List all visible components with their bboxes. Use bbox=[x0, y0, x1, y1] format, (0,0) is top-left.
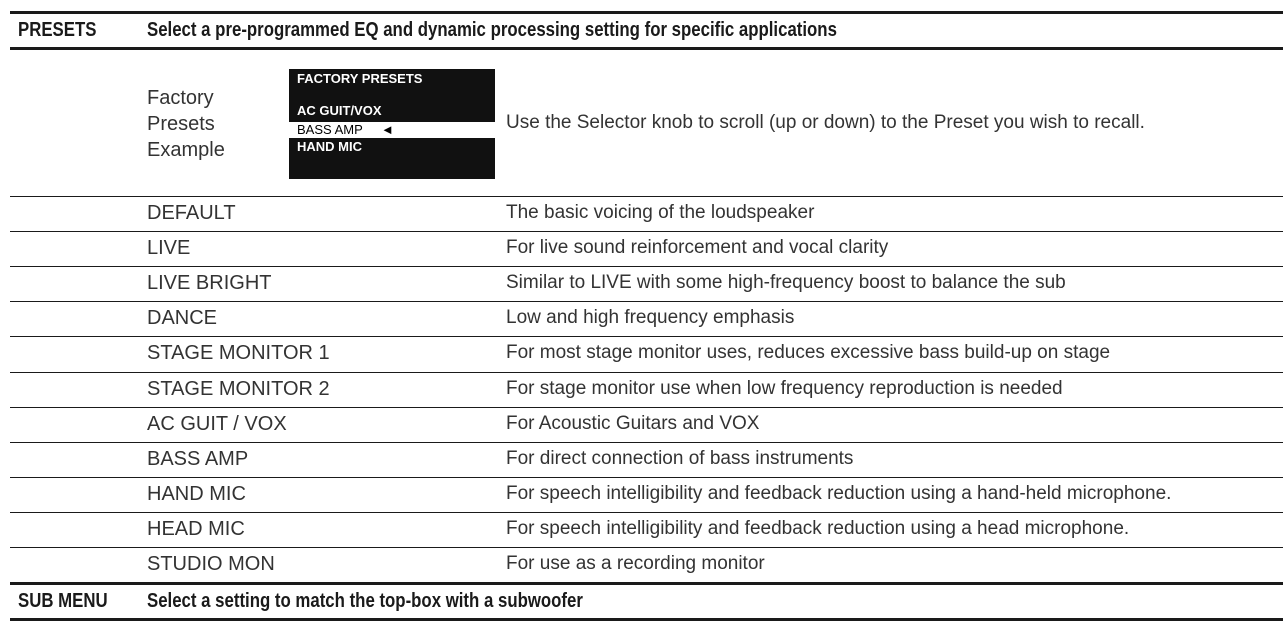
preset-description: For use as a recording monitor bbox=[506, 553, 765, 574]
preset-name: DANCE bbox=[147, 307, 218, 329]
table-row bbox=[0, 197, 1288, 232]
preset-name: STUDIO MON bbox=[147, 553, 275, 575]
preset-description: Similar to LIVE with some high-frequency boost to balance the sub bbox=[506, 272, 1066, 293]
preset-description: For direct connection of bass instruments bbox=[506, 448, 854, 469]
lcd-display bbox=[289, 69, 495, 179]
bottom-rule bbox=[10, 618, 1283, 621]
top-rule bbox=[10, 11, 1283, 14]
preset-description: For live sound reinforcement and vocal clarity bbox=[506, 237, 889, 258]
sub-menu-heading-description: Select a setting to match the top-box with a subwoofer bbox=[147, 590, 583, 612]
table-row bbox=[0, 232, 1288, 267]
table-row bbox=[0, 443, 1288, 478]
preset-description: For speech intelligibility and feedback reduction using a head microphone. bbox=[506, 518, 1130, 539]
table-row bbox=[0, 513, 1288, 548]
table-row bbox=[0, 302, 1288, 337]
preset-description: For speech intelligibility and feedback reduction using a hand-held microphone. bbox=[506, 483, 1172, 504]
factory-presets-example-label bbox=[147, 85, 225, 163]
table-row bbox=[0, 267, 1288, 302]
example-description: Use the Selector knob to scroll (up or down) to the Preset you wish to recall. bbox=[506, 112, 1145, 133]
preset-description: For most stage monitor uses, reduces excessive bass build-up on stage bbox=[506, 342, 1111, 363]
selection-arrow-icon: ◄ bbox=[381, 122, 394, 137]
preset-name: LIVE bbox=[147, 237, 191, 259]
preset-description: Low and high frequency emphasis bbox=[506, 307, 795, 328]
preset-description: The basic voicing of the loudspeaker bbox=[506, 202, 815, 223]
lcd-item-hand-mic: HAND MIC bbox=[297, 139, 362, 154]
presets-heading: PRESETS bbox=[18, 19, 97, 41]
preset-name: BASS AMP bbox=[147, 448, 249, 470]
table-row bbox=[0, 373, 1288, 408]
lcd-item-ac-guit-vox: AC GUIT/VOX bbox=[297, 103, 382, 118]
lcd-selected-row bbox=[289, 122, 495, 138]
preset-name: AC GUIT / VOX bbox=[147, 413, 287, 435]
table-row bbox=[0, 408, 1288, 443]
preset-description: For stage monitor use when low frequency reproduction is needed bbox=[506, 378, 1063, 399]
lcd-title: FACTORY PRESETS bbox=[297, 71, 423, 86]
preset-name: STAGE MONITOR 1 bbox=[147, 342, 330, 364]
table-row bbox=[0, 337, 1288, 372]
preset-name: LIVE BRIGHT bbox=[147, 272, 272, 294]
presets-heading-description: Select a pre-programmed EQ and dynamic processing setting for specific applications bbox=[147, 19, 837, 41]
preset-name: HAND MIC bbox=[147, 483, 246, 505]
example-label-line: Factory bbox=[147, 87, 214, 109]
presets-header-rule bbox=[10, 47, 1283, 50]
table-row bbox=[0, 478, 1288, 513]
lcd-item-bass-amp: BASS AMP bbox=[297, 122, 363, 137]
preset-description: For Acoustic Guitars and VOX bbox=[506, 413, 760, 434]
example-label-line: Presets bbox=[147, 113, 215, 135]
sub-menu-heading: SUB MENU bbox=[18, 590, 108, 612]
preset-name: DEFAULT bbox=[147, 202, 236, 224]
preset-name: STAGE MONITOR 2 bbox=[147, 378, 330, 400]
table-row bbox=[0, 548, 1288, 583]
preset-name: HEAD MIC bbox=[147, 518, 245, 540]
sub-menu-rule bbox=[10, 582, 1283, 585]
example-label-line: Example bbox=[147, 139, 225, 161]
